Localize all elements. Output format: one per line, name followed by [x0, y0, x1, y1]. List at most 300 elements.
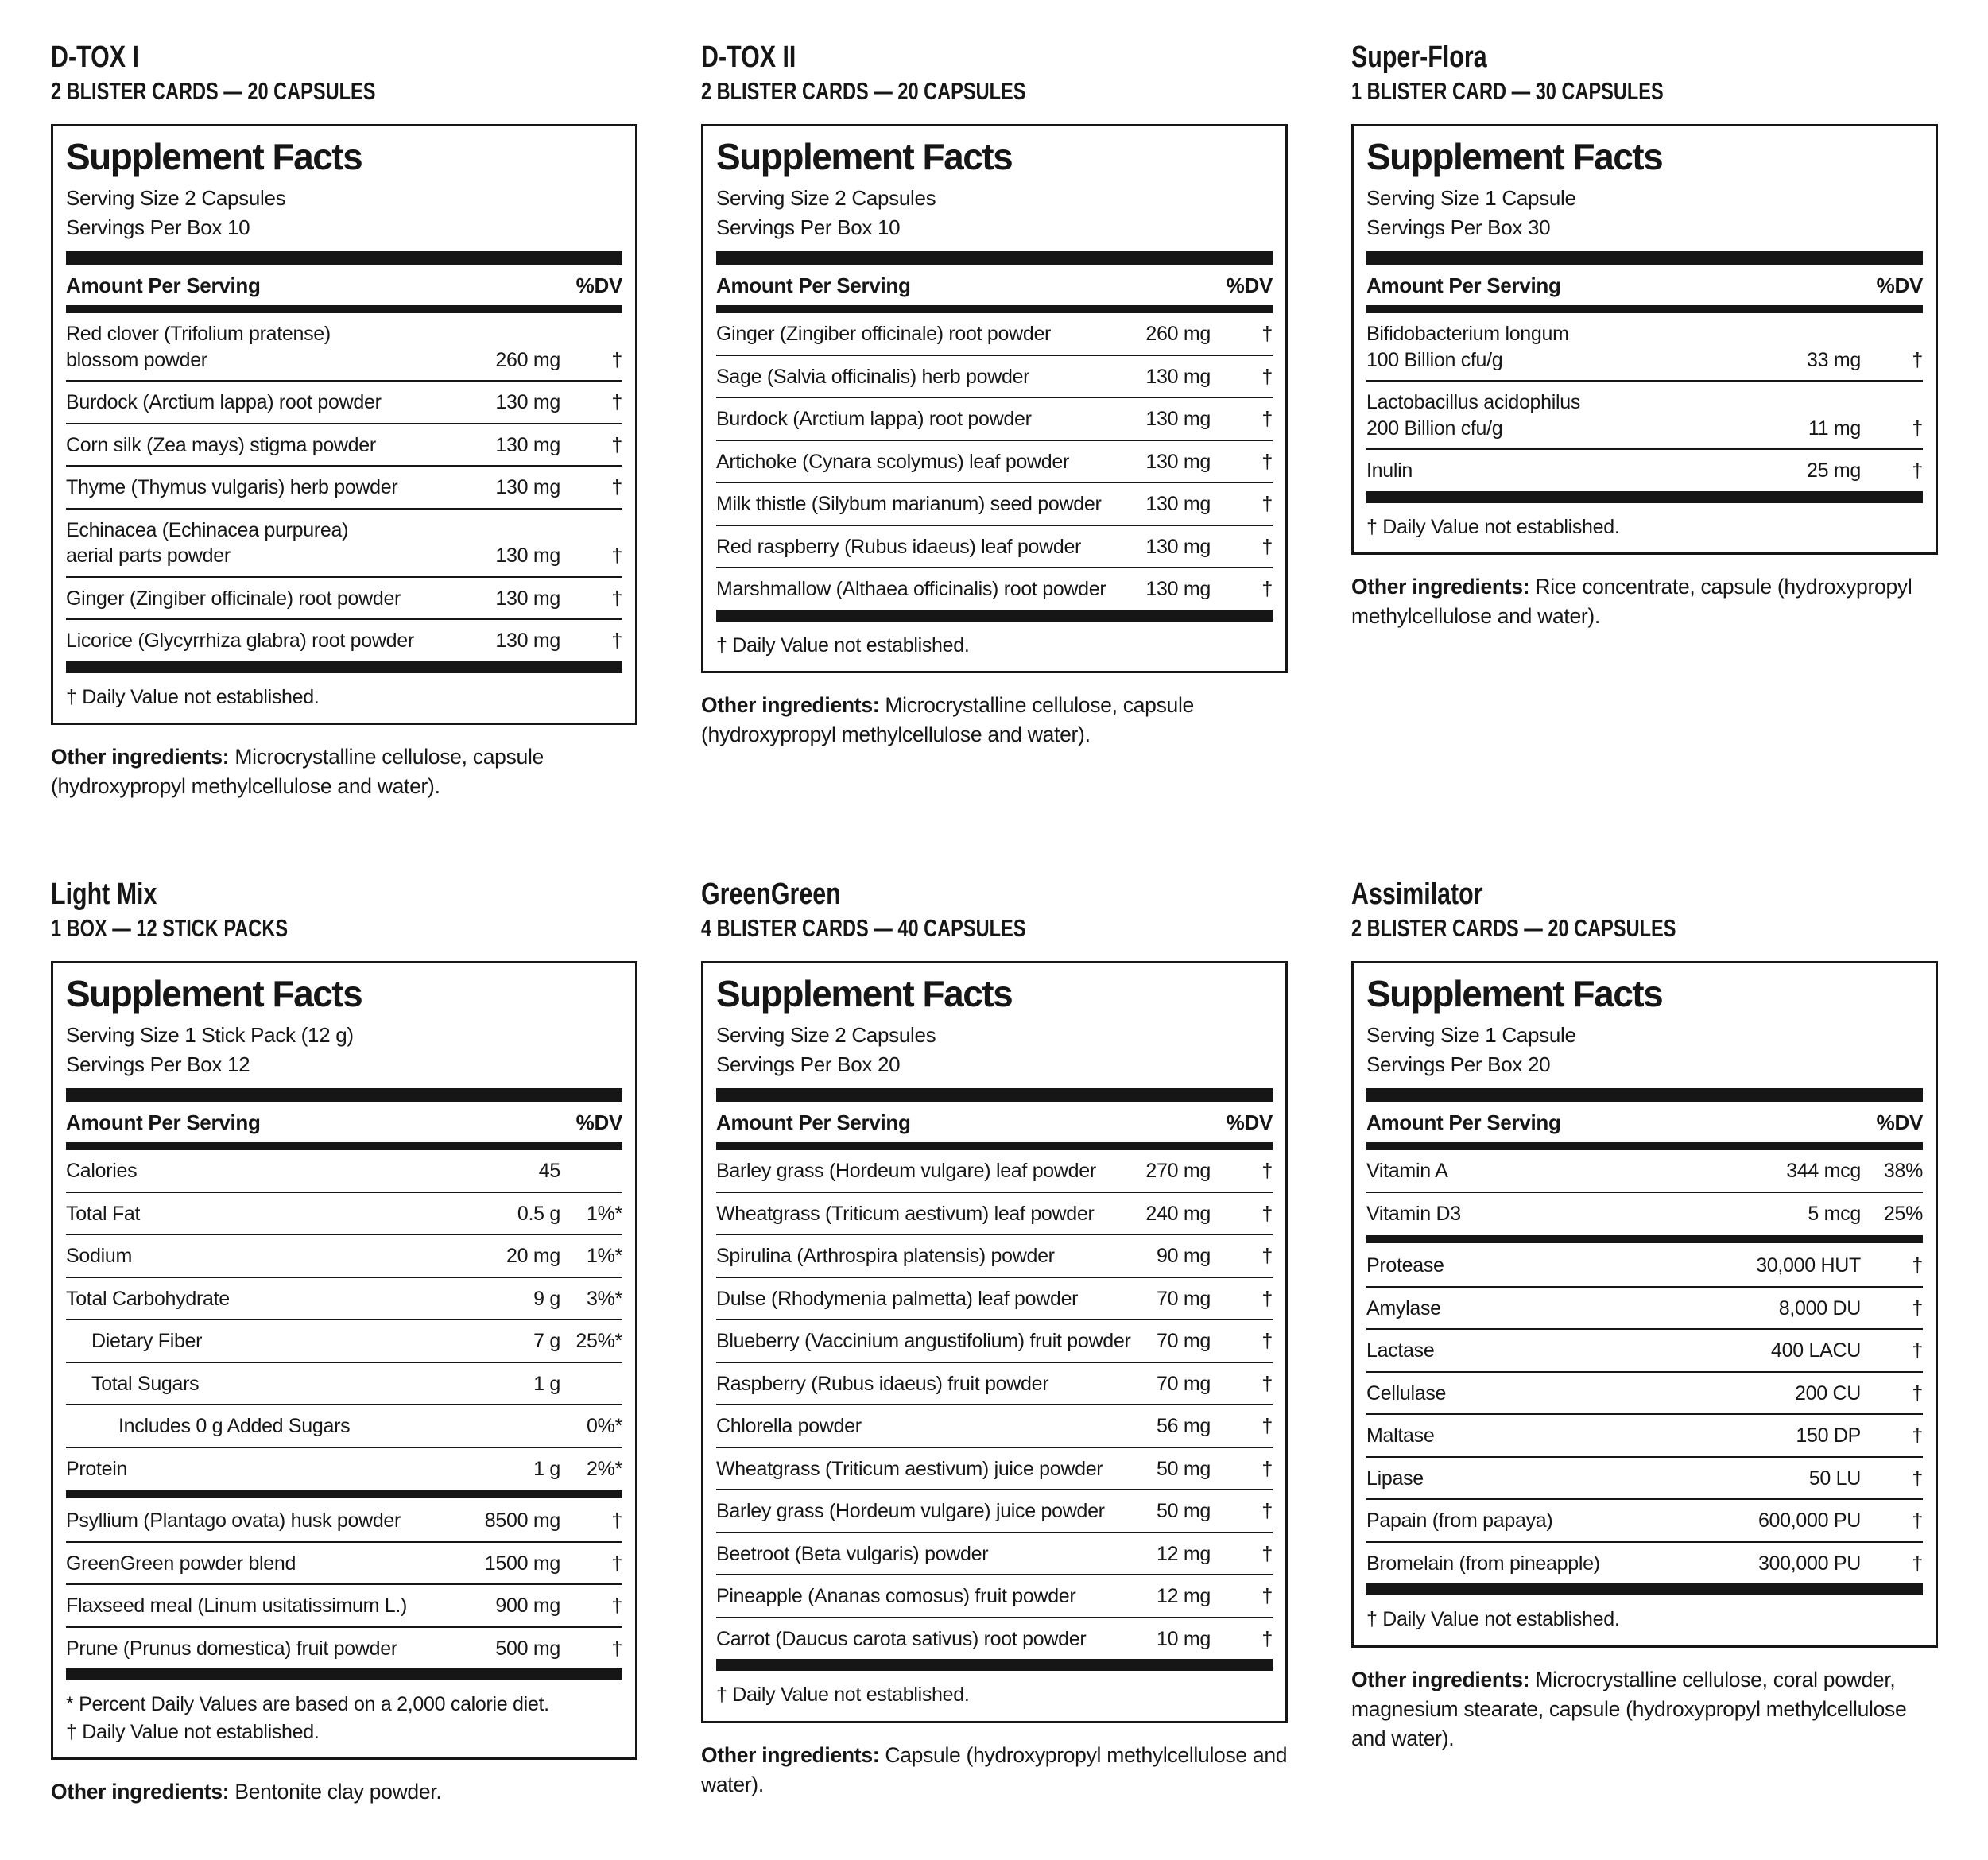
ingredient-amount: 500 mg — [495, 1637, 560, 1660]
ingredient-name-line: Red raspberry (Rubus idaeus) leaf powder — [716, 535, 1082, 558]
ingredient-amount: 70 mg — [1157, 1372, 1211, 1395]
ingredient-dv: † — [1912, 1509, 1923, 1533]
dv-header: %DV — [1876, 1110, 1923, 1135]
ingredient-dv: † — [1261, 408, 1273, 431]
ingredient-row — [716, 397, 1273, 440]
ingredient-row — [1366, 313, 1923, 380]
ingredient-name — [716, 1541, 1145, 1567]
other-ingredients-text: Microcrystalline cellulose, capsule (hydroxypropyl methylcellulose and water). — [51, 745, 544, 799]
ingredient-dv: † — [1912, 1467, 1923, 1490]
facts-footnote: † Daily Value not established. — [716, 1684, 970, 1707]
ingredient-amount: 8500 mg — [484, 1509, 560, 1533]
table-header-row — [66, 265, 622, 305]
ingredient-dv: † — [611, 476, 622, 499]
ingredient-dv: † — [611, 544, 622, 568]
other-ingredients-text: Rice concentrate, capsule (hydroxypropyl methylcellulose and water). — [1351, 575, 1912, 629]
ingredient-row — [716, 482, 1273, 525]
ingredient-dv: † — [1261, 323, 1273, 346]
ingredient-name — [716, 576, 1134, 603]
dv-header: %DV — [1226, 1110, 1273, 1135]
serving-line: Servings Per Box 10 — [66, 215, 250, 239]
ingredient-name — [1366, 1338, 1760, 1364]
product-panel — [1351, 41, 1938, 653]
ingredient-row — [1366, 1245, 1923, 1286]
ingredient-name — [66, 1456, 522, 1482]
ingredient-name-line: Includes 0 g Added Sugars — [118, 1415, 351, 1438]
ingredient-row — [66, 1626, 622, 1669]
ingredient-name-line: Barley grass (Hordeum vulgare) juice powder — [716, 1500, 1105, 1523]
ingredient-dv: † — [1912, 459, 1923, 482]
ingredient-row — [716, 1489, 1273, 1532]
ingredient-amount: 10 mg — [1157, 1627, 1211, 1650]
serving-line: Serving Size 1 Capsule — [1366, 186, 1576, 211]
product-title: Assimilator — [1351, 877, 1483, 911]
facts-footnotes — [1366, 1595, 1923, 1645]
ingredient-name-line: Amylase — [1366, 1296, 1441, 1319]
divider-bar-thick — [716, 251, 1273, 265]
ingredient-dv: † — [1261, 1542, 1273, 1565]
ingredient-row — [716, 1574, 1273, 1617]
ingredient-name-line: Chlorella powder — [716, 1415, 862, 1438]
divider-bar-bottom — [1366, 491, 1923, 503]
dv-header: %DV — [1876, 273, 1923, 298]
ingredient-amount: 900 mg — [495, 1595, 560, 1618]
facts-footnote: † Daily Value not established. — [66, 685, 320, 708]
table-header-row — [66, 1102, 622, 1142]
ingredient-row — [66, 1541, 622, 1584]
ingredient-name — [716, 1371, 1145, 1397]
ingredient-row — [66, 1192, 622, 1234]
ingredient-name — [1366, 1296, 1768, 1322]
divider-bar-bottom — [66, 1668, 622, 1680]
ingredient-amount: 270 mg — [1145, 1160, 1211, 1183]
ingredient-row — [1366, 1328, 1923, 1371]
ingredient-dv: † — [1261, 1500, 1273, 1523]
ingredient-name-line: Raspberry (Rubus idaeus) fruit powder — [716, 1372, 1049, 1395]
ingredient-dv: † — [1912, 348, 1923, 371]
divider-bar-thick — [1366, 251, 1923, 265]
ingredient-amount: 30,000 HUT — [1756, 1254, 1861, 1277]
serving-line: Serving Size 1 Stick Pack (12 g) — [66, 1023, 354, 1048]
ingredient-name — [66, 1201, 506, 1227]
ingredient-name-line: Blueberry (Vaccinium angustifolium) fruit powder — [716, 1330, 1131, 1353]
divider-bar-medium — [1366, 1142, 1923, 1150]
ingredient-row — [66, 1234, 622, 1277]
ingredient-name-line: Vitamin A — [1366, 1160, 1448, 1183]
ingredient-name — [1366, 1381, 1784, 1407]
other-ingredients — [1351, 1665, 1938, 1753]
ingredient-name — [66, 586, 484, 612]
product-title: D-TOX II — [701, 41, 796, 74]
ingredient-name — [66, 1243, 495, 1269]
ingredient-name-line: Protein — [66, 1457, 128, 1480]
ingredient-row — [66, 1447, 622, 1490]
ingredient-name — [716, 364, 1134, 390]
other-ingredients — [51, 742, 637, 801]
ingredient-row — [716, 313, 1273, 355]
table-header-row — [1366, 1102, 1923, 1142]
ingredient-name-line: Prune (Prunus domestica) fruit powder — [66, 1637, 397, 1660]
facts-footnotes — [716, 1671, 1273, 1721]
ingredient-name-line: Total Sugars — [91, 1372, 200, 1395]
product-title: Light Mix — [51, 877, 157, 911]
product-subtitle: 2 BLISTER CARDS — 20 CAPSULES — [1351, 913, 1676, 942]
ingredient-dv: † — [1912, 1296, 1923, 1319]
ingredient-amount: 130 mg — [495, 433, 560, 456]
ingredient-amount: 12 mg — [1157, 1542, 1211, 1565]
ingredient-row — [66, 1500, 622, 1541]
ingredient-name-line: Vitamin D3 — [1366, 1202, 1461, 1225]
ingredient-name — [1366, 1551, 1747, 1577]
other-ingredients-label: Other ingredients: — [701, 693, 880, 718]
ingredient-name — [66, 1158, 528, 1184]
product-panel — [701, 878, 1288, 1820]
ingredient-amount: 7 g — [533, 1330, 560, 1353]
facts-footnote: † Daily Value not established. — [1366, 1608, 1620, 1631]
ingredient-name-line: Inulin — [1366, 459, 1413, 482]
ingredient-dv: † — [611, 1552, 622, 1575]
ingredient-dv: † — [1912, 1424, 1923, 1447]
ingredient-name-line: Ginger (Zingiber officinale) root powder — [716, 323, 1052, 346]
ingredient-row — [66, 1404, 622, 1447]
ingredient-table — [716, 1150, 1273, 1659]
ingredient-amount: 50 LU — [1808, 1467, 1861, 1490]
ingredient-amount: 130 mg — [1145, 365, 1211, 388]
ingredient-row — [1366, 1498, 1923, 1541]
ingredient-dv: † — [611, 1509, 622, 1533]
ingredient-name-line: Cellulase — [1366, 1381, 1447, 1405]
serving-line: Serving Size 2 Capsules — [66, 186, 286, 211]
product-subtitle: 4 BLISTER CARDS — 40 CAPSULES — [701, 913, 1026, 942]
ingredient-name — [66, 389, 484, 416]
ingredient-name-line: Lactase — [1366, 1339, 1435, 1362]
facts-footnotes — [1366, 503, 1923, 553]
facts-footnotes — [66, 673, 622, 723]
ingredient-name-line: Artichoke (Cynara scolymus) leaf powder — [716, 450, 1070, 473]
ingredient-name — [66, 1551, 474, 1577]
ingredient-dv: 2%* — [587, 1457, 622, 1480]
ingredient-name — [716, 1583, 1145, 1610]
ingredient-dv: † — [611, 391, 622, 414]
ingredient-dv: † — [611, 587, 622, 610]
ingredient-row — [716, 1617, 1273, 1660]
ingredient-name — [66, 1593, 484, 1619]
ingredient-dv: † — [611, 1595, 622, 1618]
facts-footnote: † Daily Value not established. — [66, 1720, 320, 1743]
ingredient-name-line: Dulse (Rhodymenia palmetta) leaf powder — [716, 1287, 1079, 1310]
ingredient-name-line: Bromelain (from pineapple) — [1366, 1552, 1600, 1575]
ingredient-row — [1366, 1150, 1923, 1192]
ingredient-name — [66, 321, 484, 373]
ingredient-name — [66, 1371, 522, 1397]
ingredient-name-line: Calories — [66, 1160, 138, 1183]
table-header-row — [1366, 265, 1923, 305]
supplement-facts-box — [1351, 124, 1938, 555]
ingredient-dv: 1%* — [587, 1245, 622, 1268]
ingredient-row — [66, 380, 622, 423]
ingredient-amount: 240 mg — [1145, 1202, 1211, 1225]
ingredient-name-line: Psyllium (Plantago ovata) husk powder — [66, 1509, 401, 1533]
ingredient-dv: † — [1261, 1287, 1273, 1310]
ingredient-name-line: Total Carbohydrate — [66, 1287, 230, 1310]
ingredient-amount: 400 LACU — [1771, 1339, 1861, 1362]
ingredient-name — [716, 1626, 1145, 1653]
product-subtitle: 2 BLISTER CARDS — 20 CAPSULES — [51, 77, 376, 106]
ingredient-amount: 130 mg — [495, 630, 560, 653]
serving-line: Serving Size 2 Capsules — [716, 1023, 936, 1048]
ingredient-name — [66, 432, 484, 459]
ingredient-amount: 20 mg — [506, 1245, 560, 1268]
ingredient-name — [716, 1413, 1145, 1440]
ingredient-row — [66, 1362, 622, 1405]
ingredient-table — [66, 313, 622, 661]
other-ingredients-label: Other ingredients: — [51, 745, 230, 769]
ingredient-row — [716, 1234, 1273, 1277]
dv-header: %DV — [575, 273, 622, 298]
other-ingredients — [701, 691, 1288, 750]
other-ingredients-label: Other ingredients: — [1351, 1667, 1530, 1691]
ingredient-name — [1366, 1201, 1796, 1227]
serving-line: Serving Size 1 Capsule — [1366, 1023, 1576, 1048]
other-ingredients-label: Other ingredients: — [51, 1780, 230, 1804]
facts-title: Supplement Facts — [716, 136, 1013, 178]
ingredient-name-line: Sage (Salvia officinalis) herb powder — [716, 365, 1030, 388]
other-ingredients — [701, 1741, 1288, 1800]
product-subtitle: 1 BOX — 12 STICK PACKS — [51, 913, 289, 942]
other-ingredients-text: Capsule (hydroxypropyl methylcellulose and water). — [701, 1742, 1288, 1796]
ingredient-table — [1366, 1150, 1923, 1583]
ingredient-dv: † — [611, 348, 622, 371]
ingredient-amount: 50 mg — [1157, 1457, 1211, 1480]
ingredient-row — [1366, 1541, 1923, 1584]
ingredient-name-line: Lipase — [1366, 1467, 1424, 1490]
amount-per-serving-header: Amount Per Serving — [66, 1110, 261, 1135]
ingredient-amount: 12 mg — [1157, 1585, 1211, 1608]
ingredient-name — [716, 1286, 1145, 1312]
ingredient-amount: 70 mg — [1157, 1287, 1211, 1310]
ingredient-amount: 260 mg — [495, 348, 560, 371]
ingredient-name — [1366, 1508, 1747, 1534]
divider-bar-thick — [716, 1088, 1273, 1102]
ingredient-name — [716, 406, 1134, 432]
supplement-facts-box — [701, 961, 1288, 1723]
ingredient-name-line: Burdock (Arctium lappa) root powder — [66, 391, 382, 414]
ingredient-name-line: Sodium — [66, 1245, 132, 1268]
ingredient-dv: † — [1912, 1552, 1923, 1575]
ingredient-name-line: Carrot (Daucus carota sativus) root powder — [716, 1627, 1087, 1650]
ingredient-name-line: Licorice (Glycyrrhiza glabra) root powder — [66, 630, 414, 653]
ingredient-amount: 260 mg — [1145, 323, 1211, 346]
ingredient-name-line: Wheatgrass (Triticum aestivum) juice powder — [716, 1457, 1103, 1480]
ingredient-name — [716, 1498, 1145, 1525]
ingredient-dv: 25%* — [575, 1330, 622, 1353]
facts-title: Supplement Facts — [1366, 973, 1663, 1015]
ingredient-row — [716, 1447, 1273, 1490]
ingredient-name-line: Thyme (Thymus vulgaris) herb powder — [66, 476, 398, 499]
ingredient-dv: † — [1261, 1245, 1273, 1268]
ingredient-name — [1366, 1253, 1745, 1279]
facts-footnote: † Daily Value not established. — [716, 634, 970, 657]
amount-per-serving-header: Amount Per Serving — [1366, 1110, 1561, 1135]
divider-bar-thick — [1366, 1088, 1923, 1102]
ingredient-name-line: blossom powder — [66, 348, 207, 371]
ingredient-amount: 130 mg — [1145, 493, 1211, 516]
ingredient-row — [716, 1404, 1273, 1447]
product-subtitle: 2 BLISTER CARDS — 20 CAPSULES — [701, 77, 1026, 106]
other-ingredients-label: Other ingredients: — [701, 1742, 880, 1767]
product-title: Super-Flora — [1351, 41, 1487, 74]
other-ingredients-text: Bentonite clay powder. — [229, 1780, 442, 1804]
table-header-row — [716, 265, 1273, 305]
ingredient-name-line: aerial parts powder — [66, 544, 231, 568]
ingredient-name — [66, 517, 484, 569]
ingredient-name-line: Dietary Fiber — [91, 1330, 203, 1353]
ingredient-dv: † — [611, 433, 622, 456]
ingredient-name-line: Red clover (Trifolium pratense) — [66, 323, 331, 346]
supplement-facts-box — [51, 961, 637, 1760]
divider-bar-medium — [716, 1142, 1273, 1150]
ingredient-name-line: Spirulina (Arthrospira platensis) powder — [716, 1245, 1055, 1268]
ingredient-table — [1366, 313, 1923, 491]
ingredient-amount: 33 mg — [1807, 348, 1861, 371]
ingredient-name — [1366, 1423, 1785, 1449]
divider-bar-bottom — [66, 661, 622, 673]
ingredient-amount: 9 g — [533, 1287, 560, 1310]
ingredient-name-line: Wheatgrass (Triticum aestivum) leaf powder — [716, 1202, 1095, 1225]
ingredient-amount: 90 mg — [1157, 1245, 1211, 1268]
ingredient-row — [716, 1150, 1273, 1192]
ingredient-row — [66, 618, 622, 661]
ingredient-dv: † — [611, 630, 622, 653]
ingredient-name — [1366, 321, 1796, 373]
ingredient-row — [66, 576, 622, 619]
table-divider — [1366, 1235, 1923, 1243]
ingredient-row — [66, 313, 622, 380]
supplement-facts-box — [51, 124, 637, 725]
facts-footnote: † Daily Value not established. — [1366, 515, 1620, 538]
facts-title: Supplement Facts — [66, 136, 362, 178]
divider-bar-medium — [716, 305, 1273, 313]
product-panel — [1351, 878, 1938, 1774]
ingredient-name-line: Bifidobacterium longum — [1366, 323, 1569, 346]
ingredient-name-line: Papain (from papaya) — [1366, 1509, 1553, 1533]
ingredient-name-line: 200 Billion cfu/g — [1366, 417, 1503, 440]
ingredient-row — [716, 1319, 1273, 1362]
amount-per-serving-header: Amount Per Serving — [716, 1110, 911, 1135]
ingredient-name — [716, 449, 1134, 475]
facts-title: Supplement Facts — [716, 973, 1013, 1015]
product-panel — [51, 41, 637, 823]
ingredient-amount: 1 g — [533, 1457, 560, 1480]
ingredient-dv: † — [1912, 1339, 1923, 1362]
ingredient-name-line: Barley grass (Hordeum vulgare) leaf powder — [716, 1160, 1096, 1183]
product-title: GreenGreen — [701, 877, 841, 911]
other-ingredients — [1351, 572, 1938, 631]
ingredient-name — [66, 1508, 474, 1534]
table-divider — [66, 1490, 622, 1498]
ingredient-row — [1366, 1456, 1923, 1499]
facts-footnotes — [716, 622, 1273, 672]
ingredient-amount: 344 mcg — [1786, 1160, 1861, 1183]
ingredient-dv: † — [1261, 535, 1273, 558]
ingredient-amount: 150 DP — [1796, 1424, 1861, 1447]
ingredient-dv: † — [1261, 578, 1273, 601]
other-ingredients — [51, 1777, 637, 1807]
ingredient-name — [1366, 389, 1797, 441]
ingredient-name — [66, 475, 484, 501]
supplement-facts-box — [1351, 961, 1938, 1648]
supplement-facts-box — [701, 124, 1288, 673]
ingredient-amount: 130 mg — [1145, 535, 1211, 558]
serving-line: Serving Size 2 Capsules — [716, 186, 936, 211]
ingredient-row — [1366, 448, 1923, 491]
serving-line: Servings Per Box 30 — [1366, 215, 1551, 239]
ingredient-dv: 38% — [1883, 1160, 1923, 1183]
ingredient-dv: † — [1261, 1372, 1273, 1395]
ingredient-dv: † — [1261, 1457, 1273, 1480]
ingredient-table — [716, 313, 1273, 610]
ingredient-name — [716, 321, 1134, 347]
ingredient-name — [66, 628, 484, 654]
ingredient-name-line: Protease — [1366, 1254, 1444, 1277]
product-title: D-TOX I — [51, 41, 139, 74]
ingredient-name — [716, 491, 1134, 517]
facts-title: Supplement Facts — [1366, 136, 1663, 178]
divider-bar-bottom — [1366, 1583, 1923, 1595]
serving-line: Servings Per Box 20 — [1366, 1052, 1551, 1076]
ingredient-amount: 130 mg — [495, 476, 560, 499]
ingredient-name — [1366, 458, 1796, 484]
ingredient-dv: † — [1261, 450, 1273, 473]
ingredient-name — [1366, 1466, 1798, 1492]
ingredient-dv: † — [1912, 417, 1923, 440]
ingredient-amount: 130 mg — [1145, 578, 1211, 601]
ingredient-table — [66, 1150, 622, 1668]
dv-header: %DV — [1226, 273, 1273, 298]
ingredient-name-line: Maltase — [1366, 1424, 1435, 1447]
serving-line: Servings Per Box 12 — [66, 1052, 250, 1076]
ingredient-amount: 5 mcg — [1808, 1202, 1861, 1225]
ingredient-row — [716, 355, 1273, 397]
ingredient-name-line: Milk thistle (Silybum marianum) seed powder — [716, 493, 1102, 516]
ingredient-name-line: Burdock (Arctium lappa) root powder — [716, 408, 1032, 431]
ingredient-name — [1366, 1158, 1775, 1184]
ingredient-dv: † — [1912, 1381, 1923, 1405]
ingredient-name — [66, 1286, 522, 1312]
ingredient-amount: 11 mg — [1808, 417, 1861, 440]
ingredient-dv: 1%* — [587, 1202, 622, 1225]
ingredient-amount: 25 mg — [1807, 459, 1861, 482]
facts-footnote: * Percent Daily Values are based on a 2,000 calorie diet. — [66, 1693, 549, 1716]
ingredient-dv: † — [1261, 1415, 1273, 1438]
ingredient-name-line: Total Fat — [66, 1202, 141, 1225]
ingredient-amount: 130 mg — [1145, 450, 1211, 473]
ingredient-dv: † — [1261, 1202, 1273, 1225]
ingredient-amount: 300,000 PU — [1757, 1552, 1861, 1575]
other-ingredients-label: Other ingredients: — [1351, 575, 1530, 599]
ingredient-amount: 130 mg — [1145, 408, 1211, 431]
ingredient-row — [1366, 1192, 1923, 1234]
ingredient-row — [1366, 1286, 1923, 1329]
product-panel — [51, 878, 637, 1828]
ingredient-name — [716, 1243, 1145, 1269]
facts-footnotes — [66, 1680, 622, 1757]
ingredient-name — [716, 1328, 1145, 1354]
ingredient-dv: 25% — [1883, 1202, 1923, 1225]
divider-bar-thick — [66, 251, 622, 265]
ingredient-amount: 1500 mg — [484, 1552, 560, 1575]
ingredient-row — [716, 1192, 1273, 1234]
